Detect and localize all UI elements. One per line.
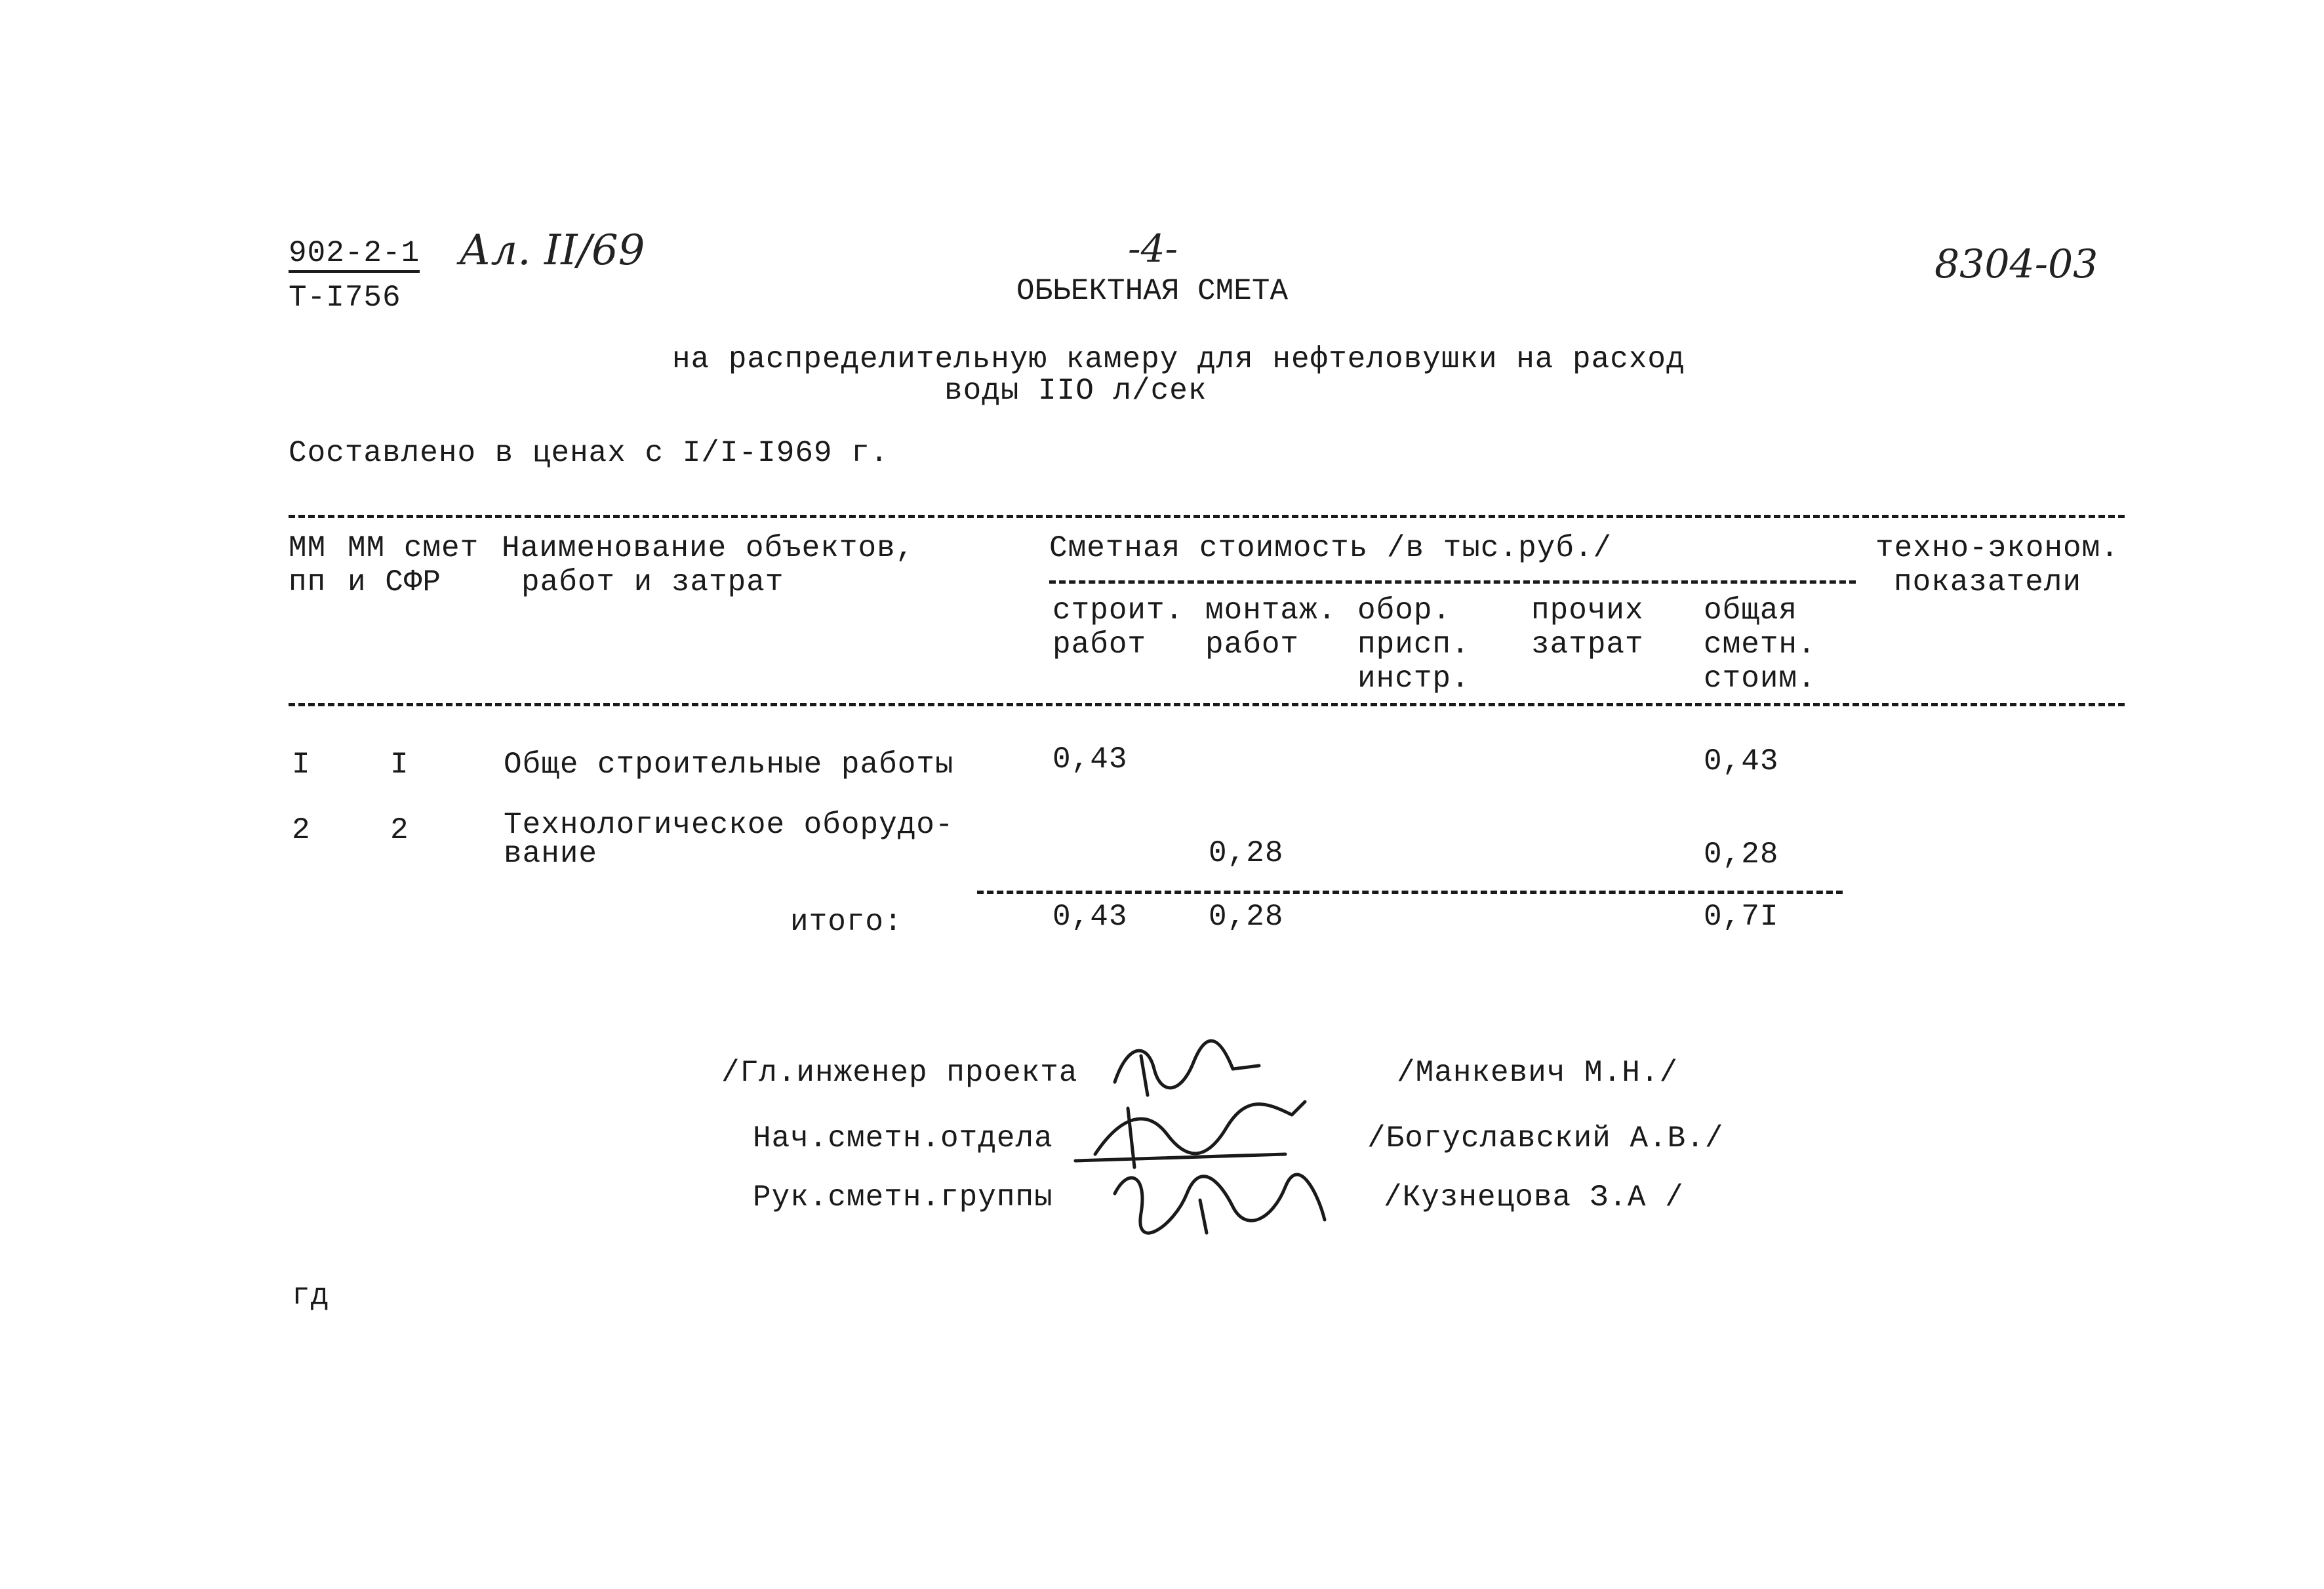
- totals-rule: [977, 891, 1843, 894]
- page-title: ОБЬЕКТНАЯ СМЕТА: [1016, 274, 1289, 308]
- signature-name: /Богуславский А.В./: [1367, 1121, 1724, 1156]
- table-header-rule: [289, 703, 2125, 706]
- header-num-smet: ММ смет и СФР: [348, 531, 479, 599]
- header-cost-group: Сметная стоимость /в тыс.руб./: [1049, 531, 1613, 565]
- row-smeta-num: I: [390, 748, 409, 782]
- page-subtitle-line1: на распределительную камеру для нефтеловушки на расход: [672, 342, 1685, 376]
- header-build-works: строит. работ: [1052, 593, 1184, 662]
- page-subtitle-line2: воды IIO л/сек: [944, 374, 1207, 408]
- row-build-value: 0,43: [1052, 742, 1128, 776]
- signature-role: Нач.сметн.отдела: [753, 1121, 1053, 1156]
- row-mount-value: 0,28: [1209, 836, 1284, 870]
- table-top-rule: [289, 515, 2125, 518]
- row-total-value: 0,43: [1704, 744, 1779, 778]
- row-name: Технологическое оборудо- вание: [504, 808, 954, 871]
- header-mount-works: монтаж. работ: [1205, 593, 1337, 662]
- signature-name: /Манкевич М.Н./: [1397, 1056, 1679, 1090]
- signature-name: /Кузнецова З.А /: [1384, 1180, 1684, 1215]
- header-equipment: обор. присп. инстр.: [1357, 593, 1470, 696]
- totals-total-value: 0,7I: [1704, 900, 1779, 934]
- header-other-costs: прочих затрат: [1531, 593, 1644, 662]
- row-total-value: 0,28: [1704, 837, 1779, 872]
- prices-note: Составлено в ценах с I/I-I969 г.: [289, 436, 889, 470]
- signature-role: Рук.сметн.группы: [753, 1180, 1053, 1215]
- doc-code: 902-2-1: [289, 236, 420, 273]
- doc-sheet-handwritten: Ал. II/69: [459, 226, 645, 275]
- header-num-pp: ММ пп: [289, 531, 327, 599]
- doc-number: Т-I756: [289, 281, 401, 315]
- totals-build-value: 0,43: [1052, 900, 1128, 934]
- header-tech-indicators: техно-эконом. показатели: [1875, 531, 2119, 599]
- cost-group-rule: [1049, 580, 1856, 584]
- totals-label: итого:: [790, 905, 903, 939]
- totals-mount-value: 0,28: [1209, 900, 1284, 934]
- signature-role: /Гл.инженер проекта: [721, 1056, 1078, 1090]
- row-num: 2: [292, 813, 311, 847]
- row-name: Обще строительные работы: [504, 748, 954, 782]
- page-number-handwritten: -4-: [1128, 226, 1178, 271]
- signature-mark: [1102, 1154, 1338, 1246]
- row-smeta-num: 2: [390, 813, 409, 847]
- archive-number-handwritten: 8304-03: [1934, 241, 2098, 287]
- header-total-cost: общая сметн. стоим.: [1704, 593, 1816, 696]
- footer-mark: гд: [292, 1279, 330, 1313]
- header-name: Наименование объектов, работ и затрат: [502, 531, 915, 599]
- row-num: I: [292, 748, 311, 782]
